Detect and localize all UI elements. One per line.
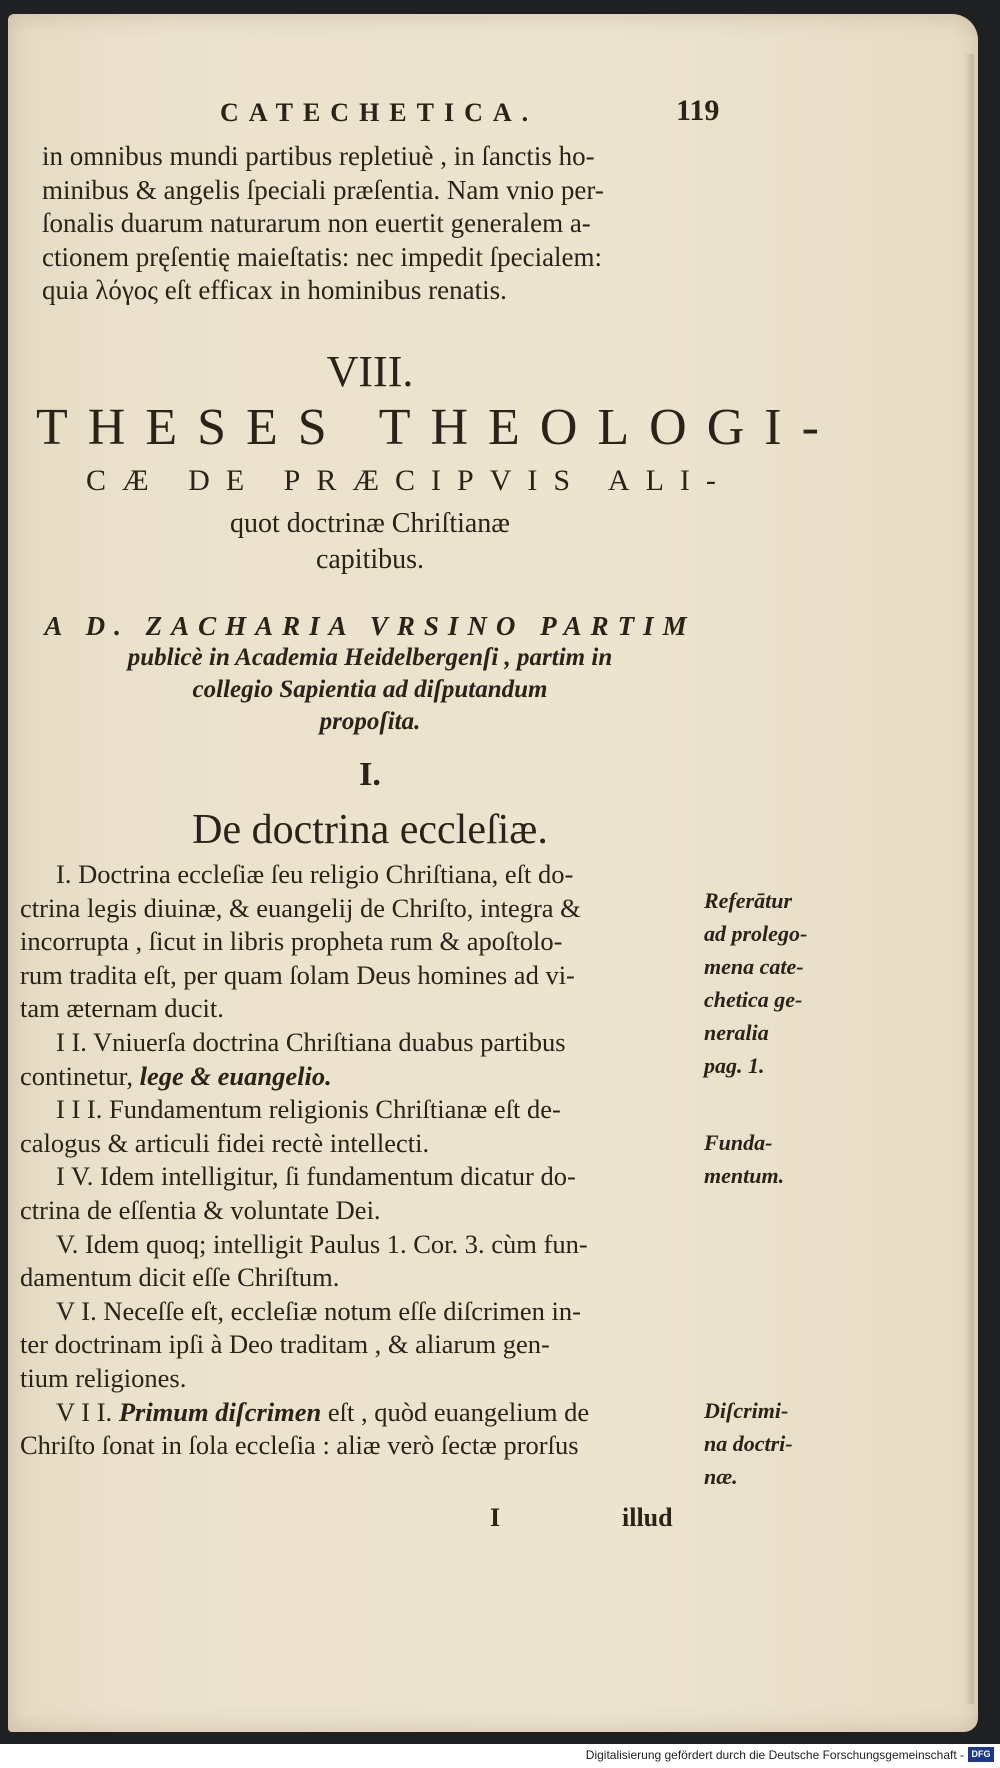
carry-over-paragraph xyxy=(42,140,604,308)
thesis-text: incorrupta , ſicut in libris propheta rum & apoſtolo- xyxy=(20,926,563,957)
marginal-line: ad prolego- xyxy=(704,921,808,946)
thesis-line xyxy=(20,1160,589,1194)
thesis-text: damentum dicit eſſe Chriſtum. xyxy=(20,1262,340,1293)
thesis-line xyxy=(20,1295,589,1329)
thesis-line xyxy=(20,1228,589,1262)
thesis-line xyxy=(20,1396,589,1430)
thesis-line xyxy=(20,1127,589,1161)
thesis-line xyxy=(20,1328,589,1362)
thesis-line xyxy=(20,1026,589,1060)
section-subtitle: CÆ DE PRÆCIPVIS ALI- xyxy=(86,464,732,497)
thesis-text: tam æternam ducit. xyxy=(20,993,224,1024)
thesis-text: rum tradita eſt, per quam ſolam Deus homines ad vi- xyxy=(20,959,575,990)
marginal-line: Referātur xyxy=(704,888,792,913)
page-edge-shadow xyxy=(964,54,974,1704)
section-number: VIII. xyxy=(326,347,414,396)
subtitle-line: quot doctrinæ Chriſtianæ xyxy=(230,508,510,539)
text-line: ctionem pręſentię maieſtatis: nec impedit ſpecialem: xyxy=(42,241,603,272)
dedication-line: publicè in Academia Heidelbergenſi , partim in xyxy=(127,644,613,671)
signature-mark: I xyxy=(490,1503,501,1532)
funding-credit: Digitalisierung gefördert durch die Deutsche Forschungsgemeinschaft - xyxy=(585,1748,964,1762)
thesis-line xyxy=(20,1429,589,1463)
thesis-text: I V. Idem intelligitur, ſi fundamentum dicatur do- xyxy=(56,1161,576,1192)
thesis-text: continetur, xyxy=(20,1060,140,1091)
dedication-line: propoſita. xyxy=(319,708,421,735)
thesis-emphasis: Primum diſcrimen xyxy=(118,1396,322,1427)
thesis-text: V I. Neceſſe eſt, eccleſiæ notum eſſe diſcrimen in- xyxy=(56,1295,581,1326)
dfg-logo-icon: DFG xyxy=(968,1747,994,1762)
thesis-text: V I I. xyxy=(56,1396,119,1427)
thesis-line xyxy=(20,1362,589,1396)
thesis-line xyxy=(20,1060,589,1094)
thesis-line xyxy=(20,1093,589,1127)
thesis-text: ctrina legis diuinæ, & euangelij de Chriſto, integra & xyxy=(20,892,581,923)
marginal-note-fundamentum xyxy=(704,1126,864,1192)
dedication-line: collegio Sapientia ad diſputandum xyxy=(192,676,548,703)
thesis-text: ter doctrinam ipſi à Deo traditam , & aliarum gen- xyxy=(20,1329,550,1360)
marginal-line: neralia xyxy=(704,1020,769,1045)
text-line: quia λόγος eſt efficax in hominibus renatis. xyxy=(42,275,507,305)
page-number: 119 xyxy=(676,94,720,127)
marginal-line: mena cate- xyxy=(704,954,804,979)
marginal-line: chetica ge- xyxy=(704,987,803,1012)
section-title: THESES THEOLOGI- xyxy=(36,399,839,456)
thesis-text: I I. Vniuerſa doctrina Chriſtiana duabus partibus xyxy=(56,1026,566,1057)
thesis-text: ctrina de eſſentia & voluntate Dei. xyxy=(20,1194,381,1225)
running-head: CATECHETICA. xyxy=(220,98,539,127)
chapter-number: I. xyxy=(359,756,381,793)
thesis-text: Chriſto ſonat in ſola eccleſia : aliæ verò ſectæ prorſus xyxy=(20,1430,579,1461)
marginal-line: næ. xyxy=(704,1464,738,1489)
thesis-text: I I I. Fundamentum religionis Chriſtianæ eſt de- xyxy=(56,1094,561,1125)
thesis-line xyxy=(20,858,589,892)
marginal-line: na doctri- xyxy=(704,1431,793,1456)
dedication-line: A D. ZACHARIA VRSINO PARTIM xyxy=(44,611,696,641)
section-subtitle-continued xyxy=(0,506,740,578)
marginal-line: mentum. xyxy=(704,1163,785,1188)
thesis-line xyxy=(20,992,589,1026)
catchword: illud xyxy=(622,1503,673,1532)
text-line: ſonalis duarum naturarum non euertit generalem a- xyxy=(42,208,591,238)
theses-body xyxy=(20,858,589,1463)
marginal-line: pag. 1. xyxy=(704,1053,765,1078)
thesis-line xyxy=(20,925,589,959)
thesis-text: I. Doctrina eccleſiæ ſeu religio Chriſtiana, eſt do- xyxy=(56,859,574,889)
text-line: in omnibus mundi partibus repletiuè , in ſanctis ho- xyxy=(42,141,595,171)
chapter-title: De doctrina eccleſiæ. xyxy=(192,807,548,853)
text-line: minibus & angelis ſpeciali præſentia. Nam vnio per- xyxy=(42,174,604,205)
thesis-text: eſt , quòd euangelium de xyxy=(321,1396,590,1427)
marginal-line: Funda- xyxy=(704,1130,773,1155)
thesis-emphasis: lege & euangelio. xyxy=(139,1060,332,1091)
thesis-line xyxy=(20,1194,589,1228)
thesis-line xyxy=(20,1261,589,1295)
subtitle-line: capitibus. xyxy=(315,544,425,575)
thesis-line xyxy=(20,959,589,993)
marginal-line: Diſcrimi- xyxy=(704,1398,789,1423)
thesis-text: tium religiones. xyxy=(20,1362,187,1393)
marginal-note-discrimina xyxy=(704,1394,864,1493)
marginal-note-prolegomena xyxy=(704,884,864,1082)
thesis-text: V. Idem quoq; intelligit Paulus 1. Cor. 3. cùm fun- xyxy=(56,1228,588,1259)
thesis-line xyxy=(20,892,589,926)
dedication-block xyxy=(0,610,740,738)
thesis-text: calogus & articuli fidei rectè intellecti. xyxy=(20,1127,430,1158)
